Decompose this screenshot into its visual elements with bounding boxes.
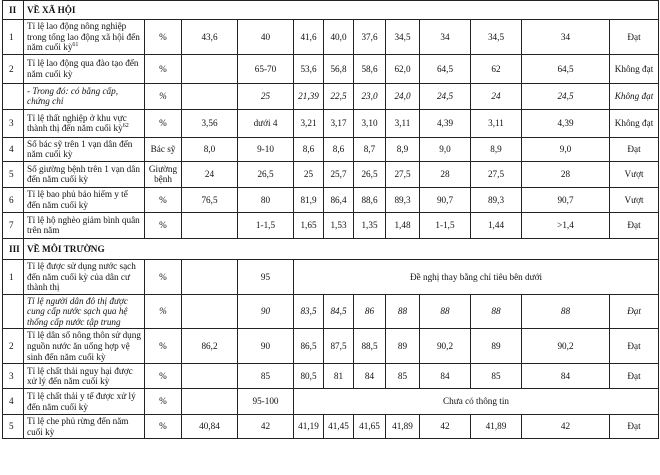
table-row	[3, 137, 659, 161]
indicator-name	[24, 329, 145, 364]
table-row	[3, 415, 659, 439]
table-row	[3, 259, 659, 294]
value-cell: 8,9	[471, 137, 522, 161]
value-cell: 90,7	[420, 187, 471, 212]
value-cell: 3,10	[354, 109, 386, 137]
merged-note-cell: Chưa có thông tin	[294, 389, 659, 415]
indicator-text: Tỉ lệ người dân đô thị được cung cấp nước sạch qua hệ thống cấp nước tập trung	[27, 295, 128, 327]
value-cell: 81	[324, 364, 354, 389]
footnote-ref: 62	[122, 123, 129, 130]
value-cell: 88,6	[354, 187, 386, 212]
value-cell: 8,7	[354, 137, 386, 161]
value-cell: 23,0	[354, 83, 386, 109]
value-cell	[182, 294, 238, 329]
value-cell: 1,44	[471, 212, 522, 238]
value-cell: 27,5	[386, 161, 420, 187]
indicator-text: - Trong đó: có bằng cấp, chứng chỉ	[27, 85, 119, 107]
value-cell: 40	[238, 20, 294, 55]
value-cell: Đạt	[610, 415, 659, 439]
section-title: VỀ XÃ HỘI	[24, 1, 659, 20]
value-cell: 8,6	[324, 137, 354, 161]
indicator-text: Tỉ lệ thất nghiệp ở khu vực thành thị đến năm cuối kỳ	[27, 112, 127, 134]
unit-cell: %	[145, 109, 182, 137]
value-cell: 34	[420, 20, 471, 55]
indicator-table	[2, 0, 659, 439]
value-cell: Đạt	[610, 212, 659, 238]
unit-cell: %	[145, 415, 182, 439]
value-cell: 24,5	[420, 83, 471, 109]
indicator-name	[24, 187, 145, 212]
value-cell: Đạt	[610, 364, 659, 389]
value-cell: 76,5	[182, 187, 238, 212]
value-cell: Đạt	[610, 20, 659, 55]
row-number: 5	[3, 161, 24, 187]
value-cell: 58,6	[354, 54, 386, 83]
row-number: 2	[3, 329, 24, 364]
unit-cell: Giường bệnh	[145, 161, 182, 187]
value-cell: 1,48	[386, 212, 420, 238]
value-cell: 27,5	[471, 161, 522, 187]
merged-note-cell: Đề nghị thay bằng chỉ tiêu bên dưới	[294, 259, 659, 294]
section-number: III	[3, 238, 24, 259]
indicator-text: Tỉ lệ lao động nông nghiệp trong tổng lao động xã hội đến năm cuối kỳ	[27, 21, 140, 53]
value-cell: 88	[386, 294, 420, 329]
table-row	[3, 83, 659, 109]
value-cell	[182, 259, 238, 294]
indicator-text: Tỉ lệ dân số nông thôn sử dụng nguồn nước ăn uống hợp vệ sinh đến năm cuối kỳ	[27, 330, 141, 362]
section-header-row	[3, 1, 659, 20]
table-row	[3, 187, 659, 212]
value-cell: 41,45	[324, 415, 354, 439]
value-cell: 3,11	[386, 109, 420, 137]
table-row	[3, 212, 659, 238]
value-cell: 24,0	[386, 83, 420, 109]
indicator-name	[24, 212, 145, 238]
unit-cell: %	[145, 259, 182, 294]
value-cell: 3,21	[294, 109, 324, 137]
value-cell: 62	[471, 54, 522, 83]
value-cell: 89	[471, 329, 522, 364]
unit-cell: %	[145, 212, 182, 238]
value-cell: 84,5	[324, 294, 354, 329]
value-cell: 8,0	[182, 137, 238, 161]
value-cell: 9-10	[238, 137, 294, 161]
value-cell: 25,7	[324, 161, 354, 187]
value-cell: 8,6	[294, 137, 324, 161]
unit-cell: %	[145, 364, 182, 389]
value-cell: 3,17	[324, 109, 354, 137]
value-cell: 24	[182, 161, 238, 187]
value-cell: Không đạt	[610, 54, 659, 83]
row-number: 3	[3, 109, 24, 137]
row-number: 4	[3, 137, 24, 161]
value-cell: 86,5	[294, 329, 324, 364]
value-cell: 21,39	[294, 83, 324, 109]
table-row	[3, 389, 659, 415]
value-cell: 88,5	[354, 329, 386, 364]
value-cell: 4,39	[522, 109, 610, 137]
value-cell: 42	[420, 415, 471, 439]
value-cell: 40,0	[324, 20, 354, 55]
value-cell: 88	[420, 294, 471, 329]
value-cell: 41,89	[386, 415, 420, 439]
value-cell: 83,5	[294, 294, 324, 329]
value-cell: 95-100	[238, 389, 294, 415]
table-row	[3, 329, 659, 364]
value-cell: 90,7	[522, 187, 610, 212]
row-number: 5	[3, 415, 24, 439]
value-cell: 42	[522, 415, 610, 439]
value-cell: 81,9	[294, 187, 324, 212]
value-cell: dưới 4	[238, 109, 294, 137]
value-cell: 90,2	[420, 329, 471, 364]
row-number: 7	[3, 212, 24, 238]
value-cell: 64,5	[522, 54, 610, 83]
unit-cell: %	[145, 187, 182, 212]
value-cell: Đạt	[610, 137, 659, 161]
value-cell: 42	[238, 415, 294, 439]
value-cell: Vượt	[610, 161, 659, 187]
value-cell: 34	[522, 20, 610, 55]
row-number	[3, 83, 24, 109]
row-number: 3	[3, 364, 24, 389]
indicator-name	[24, 20, 145, 55]
indicator-name	[24, 161, 145, 187]
unit-cell: %	[145, 389, 182, 415]
value-cell: 41,19	[294, 415, 324, 439]
value-cell	[182, 212, 238, 238]
value-cell: 25	[238, 83, 294, 109]
indicator-name	[24, 389, 145, 415]
indicator-text: Tỉ lệ chất thải y tế được xử lý đến năm cuối kỳ	[27, 391, 136, 412]
value-cell: 26,5	[354, 161, 386, 187]
value-cell: 41,6	[294, 20, 324, 55]
indicator-name	[24, 415, 145, 439]
row-number: 6	[3, 187, 24, 212]
unit-cell: %	[145, 329, 182, 364]
value-cell: 87,5	[324, 329, 354, 364]
value-cell: 90	[238, 294, 294, 329]
value-cell: 86,4	[324, 187, 354, 212]
value-cell: 3,11	[471, 109, 522, 137]
value-cell: 3,56	[182, 109, 238, 137]
table-row	[3, 294, 659, 329]
unit-cell: %	[145, 294, 182, 329]
value-cell: 89,3	[471, 187, 522, 212]
indicator-text: Tỉ lệ được sử dụng nước sạch đến năm cuối kỳ của dân cư thành thị	[27, 260, 136, 293]
value-cell: 43,6	[182, 20, 238, 55]
unit-cell: %	[145, 54, 182, 83]
value-cell: 85	[386, 364, 420, 389]
value-cell: 40,84	[182, 415, 238, 439]
value-cell: 65-70	[238, 54, 294, 83]
value-cell: 84	[420, 364, 471, 389]
value-cell: 85	[471, 364, 522, 389]
row-number: 1	[3, 259, 24, 294]
value-cell: 37,6	[354, 20, 386, 55]
value-cell: 9,0	[420, 137, 471, 161]
value-cell: 64,5	[420, 54, 471, 83]
value-cell: 26,5	[238, 161, 294, 187]
value-cell: 4,39	[420, 109, 471, 137]
value-cell: 89,3	[386, 187, 420, 212]
indicator-text: Tỉ lệ lao động qua đào tạo đến năm cuối kỳ	[27, 58, 139, 79]
value-cell: 41,65	[354, 415, 386, 439]
value-cell: 28	[420, 161, 471, 187]
indicator-text: Tỉ lệ hộ nghèo giảm bình quân trên năm	[27, 214, 140, 236]
value-cell: 90	[238, 329, 294, 364]
row-number	[3, 294, 24, 329]
value-cell: Đạt	[610, 294, 659, 329]
unit-cell: Bác sỹ	[145, 137, 182, 161]
value-cell	[182, 389, 238, 415]
value-cell	[182, 83, 238, 109]
row-number: 1	[3, 20, 24, 55]
value-cell: 80,5	[294, 364, 324, 389]
value-cell	[182, 364, 238, 389]
value-cell: >1,4	[522, 212, 610, 238]
indicator-text: Tỉ lệ chất thải nguy hại được xử lý đến năm cuối kỳ	[27, 365, 133, 387]
section-number: II	[3, 1, 24, 20]
value-cell: 41,89	[471, 415, 522, 439]
value-cell: 24,5	[522, 83, 610, 109]
value-cell: 88	[522, 294, 610, 329]
value-cell: 62,0	[386, 54, 420, 83]
table-row	[3, 54, 659, 83]
value-cell: 88	[471, 294, 522, 329]
row-number: 2	[3, 54, 24, 83]
value-cell: 86	[354, 294, 386, 329]
value-cell: 24	[471, 83, 522, 109]
table-row	[3, 161, 659, 187]
section-title: VỀ MÔI TRƯỜNG	[24, 238, 659, 259]
indicator-name	[24, 137, 145, 161]
value-cell: 95	[238, 259, 294, 294]
indicator-name	[24, 364, 145, 389]
indicator-name	[24, 294, 145, 329]
value-cell	[182, 54, 238, 83]
value-cell: Không đạt	[610, 83, 659, 109]
value-cell: 84	[522, 364, 610, 389]
value-cell: 86,2	[182, 329, 238, 364]
value-cell: 89	[386, 329, 420, 364]
value-cell: 22,5	[324, 83, 354, 109]
value-cell: Vượt	[610, 187, 659, 212]
value-cell: 34,5	[386, 20, 420, 55]
value-cell: 34,5	[471, 20, 522, 55]
value-cell: 1-1,5	[420, 212, 471, 238]
value-cell: 56,8	[324, 54, 354, 83]
table-row	[3, 109, 659, 137]
unit-cell: %	[145, 83, 182, 109]
value-cell: 1,35	[354, 212, 386, 238]
value-cell: Không đạt	[610, 109, 659, 137]
unit-cell: %	[145, 20, 182, 55]
value-cell: 80	[238, 187, 294, 212]
value-cell: Đạt	[610, 329, 659, 364]
indicator-text: Tỉ lệ che phủ rừng đến năm cuối kỳ	[27, 416, 129, 437]
value-cell: 1,65	[294, 212, 324, 238]
value-cell: 8,9	[386, 137, 420, 161]
table-row	[3, 364, 659, 389]
value-cell: 28	[522, 161, 610, 187]
table-row	[3, 20, 659, 55]
indicator-text: Tỉ lệ bao phủ bảo hiểm y tế đến năm cuối kỳ	[27, 189, 128, 210]
row-number: 4	[3, 389, 24, 415]
indicator-text: Số giường bệnh trên 1 vạn dân đến năm cuối kỳ	[27, 163, 140, 185]
value-cell: 84	[354, 364, 386, 389]
value-cell: 25	[294, 161, 324, 187]
value-cell: 90,2	[522, 329, 610, 364]
value-cell: 9,0	[522, 137, 610, 161]
value-cell: 1,53	[324, 212, 354, 238]
indicator-name	[24, 259, 145, 294]
indicator-name	[24, 83, 145, 109]
section-header-row	[3, 238, 659, 259]
value-cell: 1-1,5	[238, 212, 294, 238]
value-cell: 85	[238, 364, 294, 389]
indicator-text: Số bác sỹ trên 1 vạn dân đến năm cuối kỳ	[27, 138, 133, 160]
indicator-name	[24, 54, 145, 83]
footnote-ref: 61	[72, 42, 79, 49]
value-cell: 53,6	[294, 54, 324, 83]
indicator-name	[24, 109, 145, 137]
